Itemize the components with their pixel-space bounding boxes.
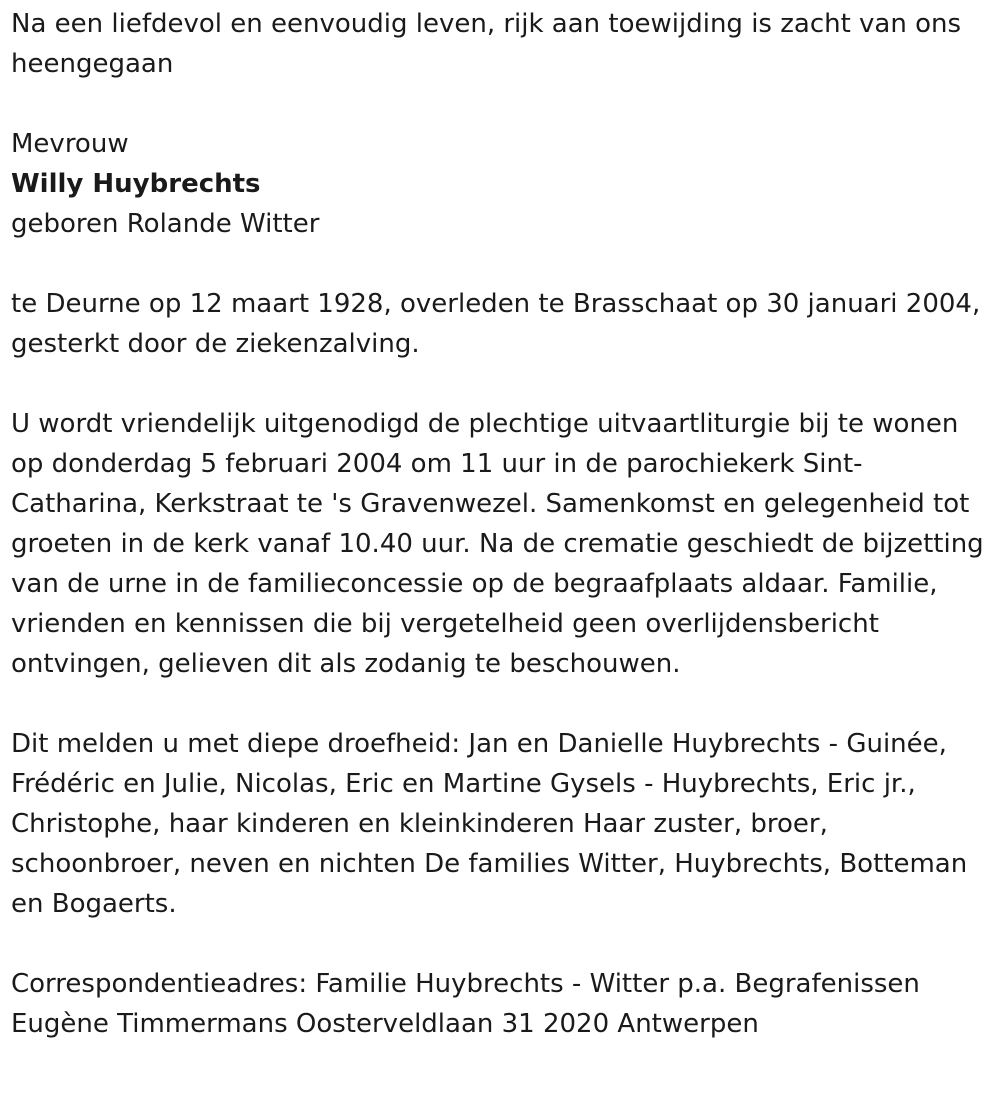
- spacer: [11, 84, 992, 124]
- invitation-text: U wordt vriendelijk uitgenodigd de plechtige uitvaartliturgie bij te wonen op donderdag 5 februari 2004 om 11 uur in de parochiekerk Sint-Catharina, Kerkstraat te 's Gravenwezel. Samenkomst en gelegenheid tot groeten in de kerk vanaf 10.40 uur. Na de crematie geschiedt de bijzetting van de urne in de familieconcessie op de begraafplaats aldaar. Familie, vrienden en kennissen die bij vergetelheid geen overlijdensbericht ontvingen, gelieven dit als zodanig te beschouwen.: [11, 409, 984, 679]
- mourners-text: Dit melden u met diepe droefheid: Jan en Danielle Huybrechts - Guinée, Frédéric en Julie, Nicolas, Eric en Martine Gysels - Huybrechts, Eric jr., Christophe, haar kinderen en kleinkinderen Haar zuster, broer, schoonbroer, neven en nichten De families Witter, Huybrechts, Botteman en Bogaerts.: [11, 729, 968, 919]
- deceased-name: Willy Huybrechts: [11, 169, 261, 199]
- spacer: [11, 924, 992, 964]
- spacer: [11, 364, 992, 404]
- spacer: [11, 684, 992, 724]
- birth-death-text: te Deurne op 12 maart 1928, overleden te Brasschaat op 30 januari 2004, gesterkt door de ziekenzalving.: [11, 289, 981, 359]
- intro-text: Na een liefdevol en eenvoudig leven, rijk aan toewijding is zacht van ons heengegaan: [11, 9, 962, 79]
- correspondence-address: Correspondentieadres: Familie Huybrechts - Witter p.a. Begrafenissen Eugène Timmermans Oosterveldlaan 31 2020 Antwerpen: [11, 969, 920, 1039]
- maiden-name: geboren Rolande Witter: [11, 209, 320, 239]
- salutation: Mevrouw: [11, 129, 129, 159]
- spacer: [11, 244, 992, 284]
